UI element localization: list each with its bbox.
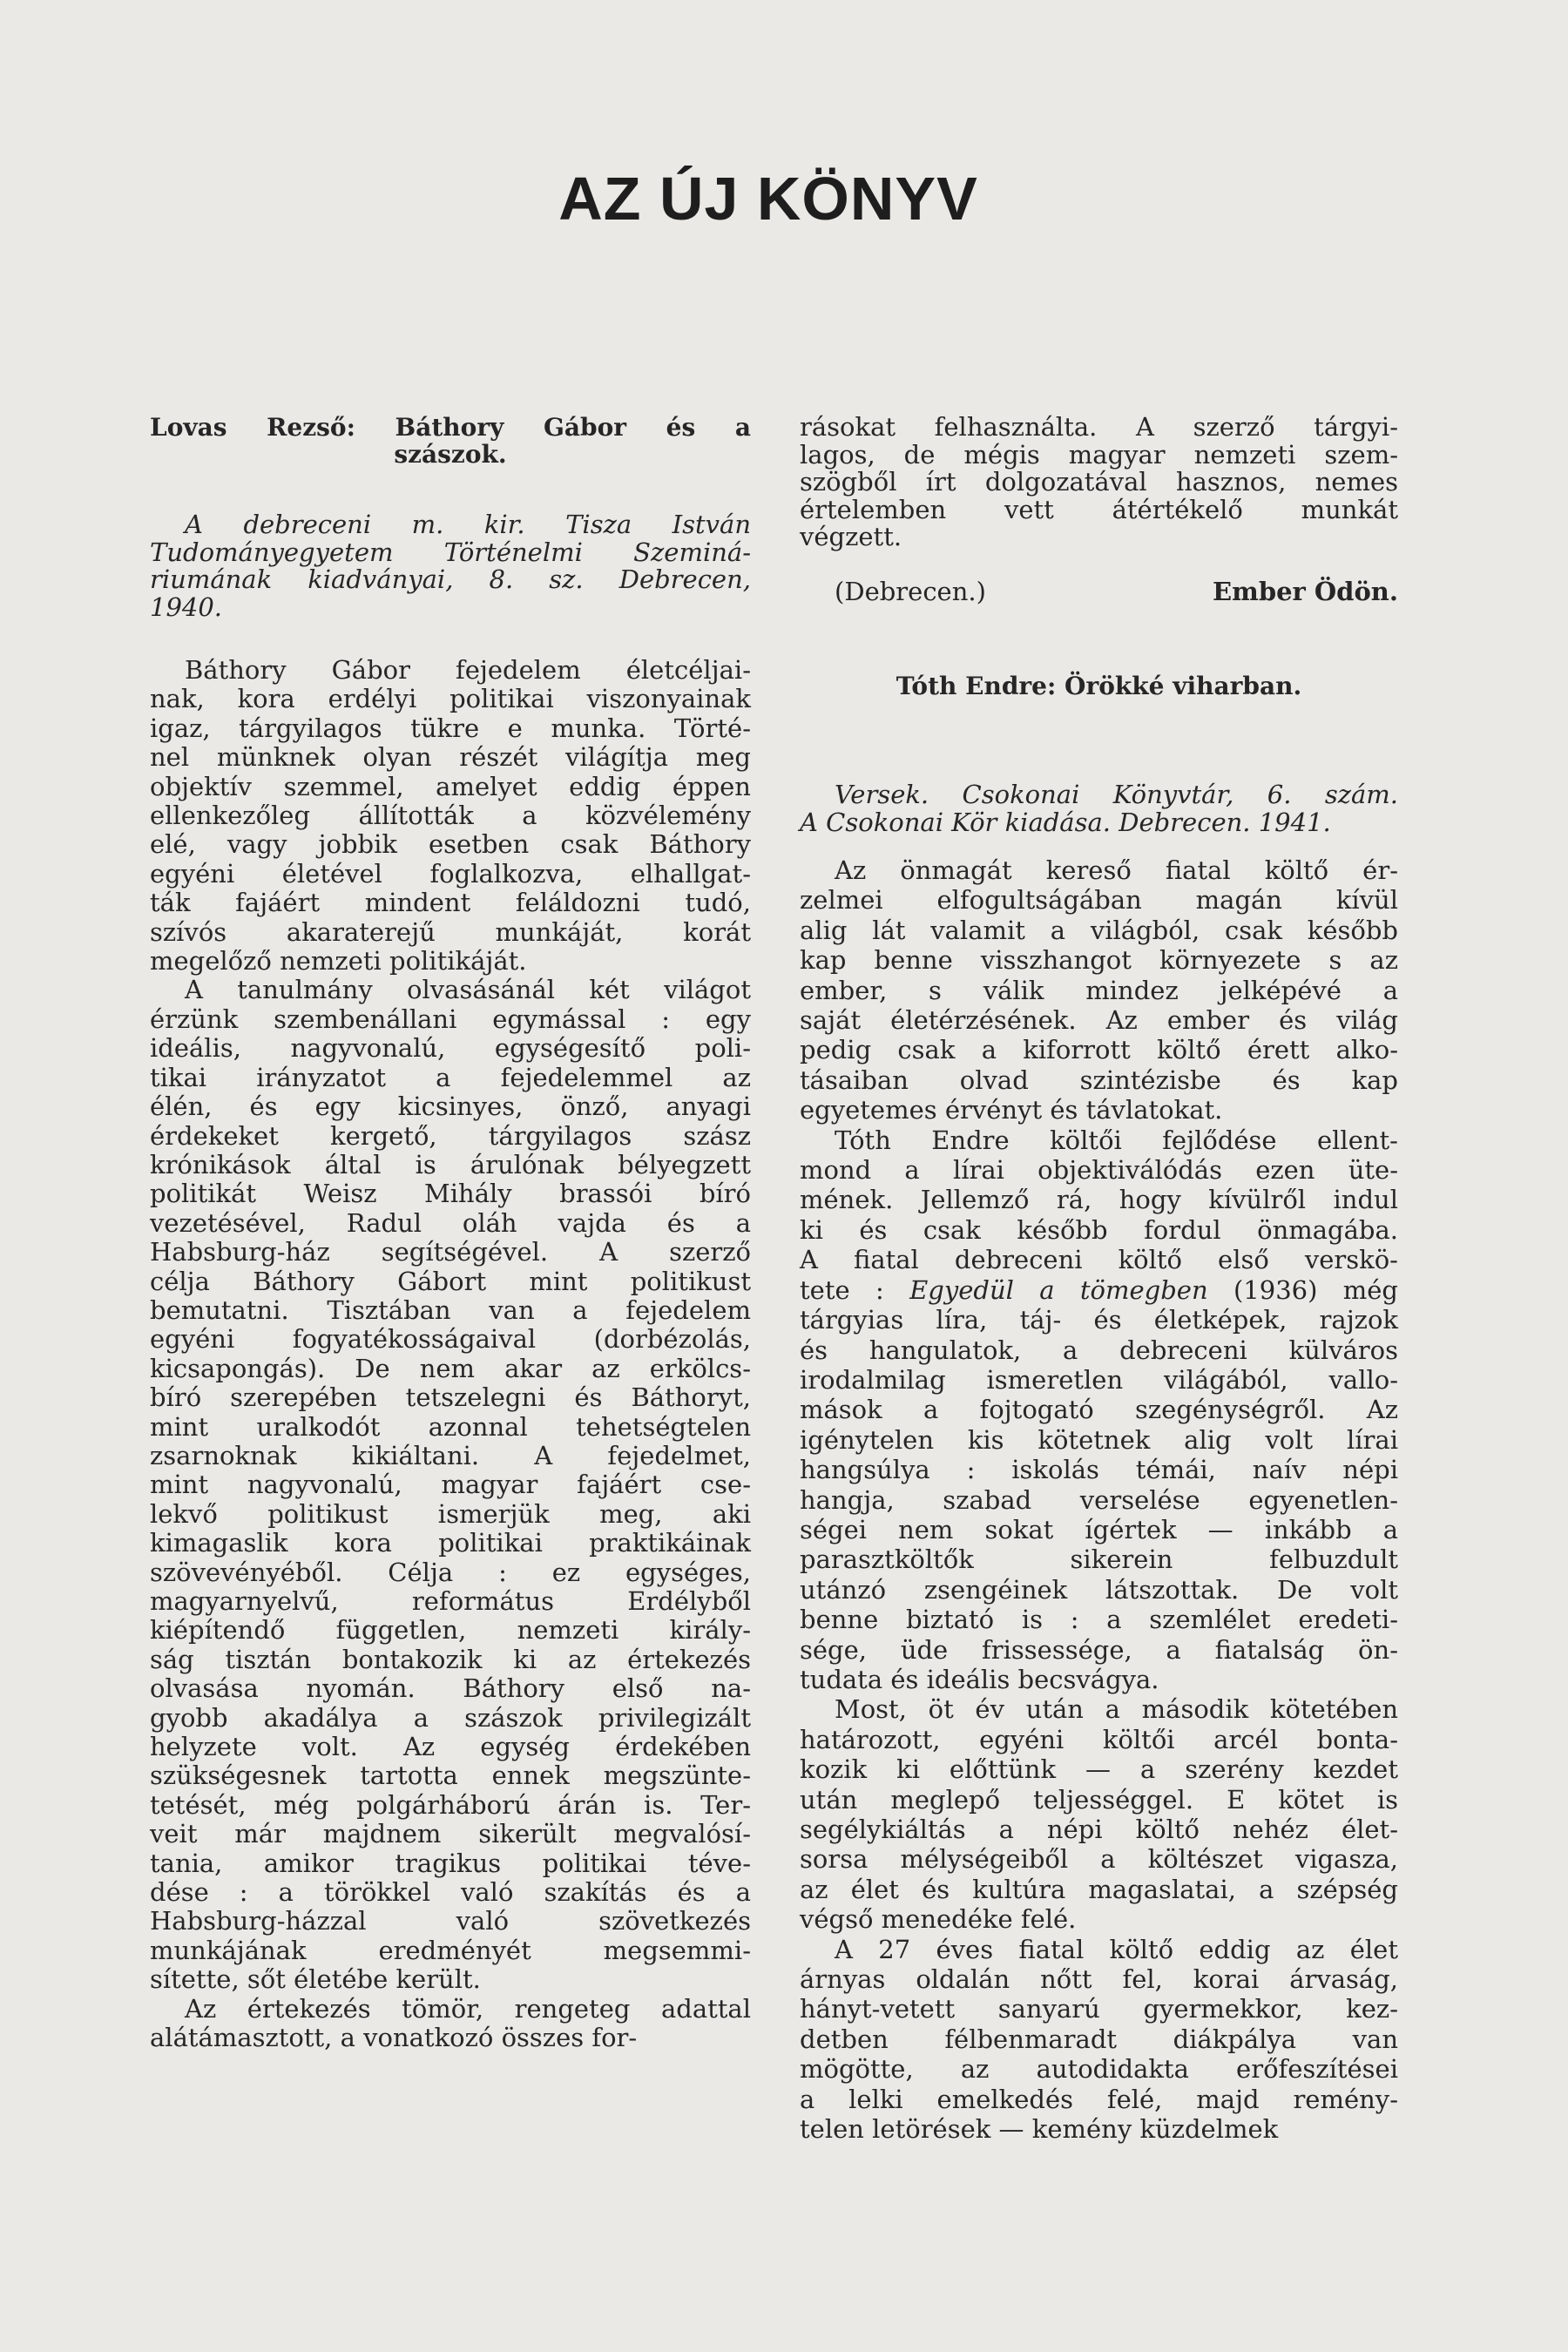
text-line: objektív szemmel, amelyet eddig éppen — [150, 771, 751, 801]
text-line: szövevényéből. Célja : ez egységes, — [150, 1557, 751, 1587]
text-line: telen letörések — kemény küzdelmek — [800, 2114, 1279, 2145]
paragraph — [150, 976, 751, 1994]
text-line: utánzó zsengéinek látszottak. De volt — [800, 1574, 1398, 1605]
text-line: tania, amikor tragikus politikai téve- — [150, 1848, 751, 1878]
paragraph — [800, 1125, 1398, 1695]
reviewer-name: Ember Ödön. — [1213, 577, 1398, 606]
text-segment: tete : — [800, 1274, 910, 1305]
text-line: szívós akaraterejű munkáját, korát — [150, 916, 751, 947]
review2-heading — [800, 672, 1398, 700]
text-line: bíró szerepében tetszelegni és Báthoryt, — [150, 1382, 751, 1413]
review1-heading — [150, 414, 751, 468]
text-line: A Csokonai Kör kiadása. Debrecen. 1941. — [800, 807, 1331, 837]
text-line: riumának kiadványai, 8. sz. Debrecen, — [150, 564, 751, 594]
text-line: végzett. — [800, 522, 902, 551]
text-line: tudata és ideális becsvágya. — [800, 1664, 1159, 1694]
text-line: mások a fojtogató szegénységről. Az — [800, 1395, 1398, 1425]
text-line: elé, vagy jobbik esetben csak Báthory — [150, 829, 751, 860]
text-line: értelemben vett átértékelő munkát — [800, 494, 1398, 524]
text-line: segélykiáltás a népi költő nehéz élet- — [800, 1815, 1398, 1844]
text-line: parasztköltők sikerein felbuzdult — [800, 1544, 1398, 1575]
text-line: Habsburg-ház segítségével. A szerző — [150, 1237, 751, 1267]
text-line: kiépítendő független, nemzeti király- — [150, 1615, 751, 1646]
text-line: Tóth Endre: Örökké viharban. — [896, 672, 1302, 700]
text-line: megelőző nemzeti politikáját. — [150, 946, 527, 977]
text-line: sítette, sőt életébe került. — [150, 1964, 481, 1995]
text-line: mint nagyvonalú, magyar fajáért cse- — [150, 1470, 751, 1500]
text-line: szükségesnek tartotta ennek megszünte- — [150, 1761, 751, 1791]
text-line: pedig csak a kiforrott költő érett alko- — [800, 1035, 1398, 1065]
signature-place: (Debrecen.) — [835, 577, 986, 606]
text-line: benne biztató is : a szemlélet eredeti- — [800, 1605, 1398, 1635]
text-line: után meglepő teljességgel. E kötet is — [800, 1784, 1398, 1815]
text-line: ság tisztán bontakozik ki az értekezés — [150, 1644, 751, 1674]
text-line: ideális, nagyvonalú, egységesítő poli- — [150, 1033, 751, 1064]
text-line: sége, üde frissessége, a fiatalság ön- — [800, 1634, 1398, 1665]
text-line: irodalmilag ismeretlen világából, vallo- — [800, 1364, 1398, 1395]
paragraph — [800, 1694, 1398, 1934]
text-line: munkájának eredményét megsemmi- — [150, 1935, 751, 1965]
text-line: ellenkezőleg állították a közvélemény — [150, 801, 751, 831]
text-line: Versek. Csokonai Könyvtár, 6. szám. — [835, 780, 1398, 809]
text-line: lagos, de mégis magyar nemzeti szem- — [800, 439, 1398, 470]
text-line: krónikások által is árulónak bélyegzett — [150, 1149, 751, 1179]
text-line: igénytelen kis kötetnek alig volt lírai — [800, 1424, 1398, 1455]
text-line: célja Báthory Gábort mint politikust — [150, 1266, 751, 1296]
text-line: tásaiban olvad szintézisbe és kap — [800, 1064, 1398, 1095]
text-line: A tanulmány olvasásánál két világot — [185, 975, 751, 1005]
text-line: hangsúlya : iskolás témái, naív népi — [800, 1455, 1398, 1485]
text-line: végső menedéke felé. — [800, 1904, 1077, 1935]
text-line: mögötte, az autodidakta erőfeszítései — [800, 2054, 1398, 2085]
text-line: nak, kora erdélyi politikai viszonyainak — [150, 684, 751, 714]
text-line: zelmei elfogultságában magán kívül — [800, 885, 1398, 916]
text-line: bemutatni. Tisztában van a fejedelem — [150, 1294, 751, 1325]
text-line: Az értekezés tömör, rengeteg adattal — [185, 1993, 751, 2024]
text-line: ségei nem sokat ígértek — inkább a — [800, 1514, 1398, 1544]
text-line: A debreceni m. kir. Tisza István — [185, 510, 751, 539]
text-line: kicsapongás). De nem akar az erkölcs- — [150, 1353, 751, 1383]
text-line: tárgyias líra, táj- és életképek, rajzok — [800, 1305, 1398, 1335]
text-line: mint uralkodót azonnal tehetségtelen — [150, 1411, 751, 1442]
text-line: árnyas oldalán nőtt fel, korai árvaság, — [800, 1964, 1398, 1995]
text-line: a lelki emelkedés felé, majd remény- — [800, 2084, 1398, 2114]
text-line: és hangulatok, a debreceni külváros — [800, 1335, 1398, 1365]
text-line: egyetemes érvényt és távlatokat. — [800, 1095, 1223, 1125]
text-line: gyobb akadálya a szászok privilegizált — [150, 1702, 751, 1733]
text-line: az élet és kultúra magaslatai, a szépség — [800, 1874, 1398, 1904]
text-segment: (1936) még — [1207, 1274, 1398, 1305]
text-line: hányt-vetett sanyarú gyermekkor, kez- — [800, 1994, 1398, 2024]
review1-body-continued — [800, 414, 1398, 551]
text-line: detben félbenmaradt diákpálya van — [800, 2024, 1398, 2054]
paragraph — [800, 855, 1398, 1125]
text-line: tetését, még polgárháború árán is. Ter- — [150, 1789, 751, 1820]
text-line: Habsburg-házzal való szövetkezés — [150, 1906, 751, 1936]
text-line: kimagaslik kora politikai praktikáinak — [150, 1528, 751, 1558]
text-line: érdekeket kergető, tárgyilagos szász — [150, 1120, 751, 1151]
paragraph — [800, 1935, 1398, 2145]
text-line: Tudományegyetem Történelmi Szeminá- — [150, 537, 751, 567]
text-line: ki és csak később fordul önmagába. — [800, 1214, 1398, 1245]
text-line: mének. Jellemző rá, hogy kívülről indul — [800, 1185, 1398, 1215]
paragraph — [150, 1995, 751, 2053]
text-line: veit már majdnem sikerült megvalósí- — [150, 1819, 751, 1849]
text-line: Tóth Endre költői fejlődése ellent- — [835, 1125, 1398, 1155]
text-line: tikai irányzatot a fejedelemmel az — [150, 1062, 751, 1092]
text-line — [800, 1275, 1398, 1305]
text-line: Most, öt év után a második kötetében — [835, 1694, 1398, 1725]
text-line: politikát Weisz Mihály brassói bíró — [150, 1179, 751, 1209]
text-line: határozott, egyéni költői arcél bonta- — [800, 1724, 1398, 1754]
text-line: zsarnoknak kikiáltani. A fejedelmet, — [150, 1440, 751, 1470]
text-line: kap benne visszhangot környezete s az — [800, 945, 1398, 976]
review1-signature — [800, 577, 1398, 606]
text-line: egyéni életével foglalkozva, elhallgat- — [150, 858, 751, 889]
text-line: rásokat felhasználta. A szerző tárgyi- — [800, 412, 1398, 442]
text-line: mond a lírai objektiválódás ezen üte- — [800, 1155, 1398, 1186]
text-line: ember, s válik mindez jelképévé a — [800, 975, 1398, 1005]
text-line: saját életérzésének. Az ember és világ — [800, 1005, 1398, 1036]
text-line: egyéni fogyatékosságaival (dorbézolás, — [150, 1324, 751, 1355]
text-line: ták fajáért mindent feláldozni tudó, — [150, 888, 751, 918]
review2-citation — [800, 781, 1398, 836]
text-line: dése : a törökkel való szakítás és a — [150, 1877, 751, 1908]
text-line: kozik ki előttünk — a szerény kezdet — [800, 1754, 1398, 1785]
text-line: magyarnyelvű, református Erdélyből — [150, 1586, 751, 1616]
paragraph — [150, 656, 751, 976]
text-line: érzünk szembenállani egymással : egy — [150, 1004, 751, 1034]
review1-body — [150, 656, 751, 2053]
italic-title: Egyedül a tömegben — [909, 1274, 1208, 1305]
text-line: szászok. — [394, 440, 507, 469]
text-line: élén, és egy kicsinyes, önző, anyagi — [150, 1092, 751, 1122]
text-line: vezetésével, Radul oláh vajda és a — [150, 1207, 751, 1238]
text-line: A 27 éves fiatal költő eddig az élet — [835, 1934, 1398, 1964]
text-line: alátámasztott, a vonatkozó összes for- — [150, 2023, 638, 2053]
text-line: lekvő politikust ismerjük meg, aki — [150, 1498, 751, 1529]
text-line: helyzete volt. Az egység érdekében — [150, 1732, 751, 1762]
page-title: AZ ÚJ KÖNYV — [558, 165, 978, 233]
text-line: A fiatal debreceni költő első verskö- — [800, 1245, 1398, 1275]
text-line: szögből írt dolgozatával hasznos, nemes — [800, 467, 1398, 497]
text-line: hangja, szabad verselése egyenetlen- — [800, 1484, 1398, 1515]
text-line: igaz, tárgyilagos tükre e munka. Törté- — [150, 713, 751, 743]
text-line: Az önmagát kereső fiatal költő ér- — [835, 855, 1398, 885]
text-line: 1940. — [150, 591, 223, 622]
text-line: Lovas Rezső: Báthory Gábor és a — [150, 413, 751, 442]
text-line: olvasása nyomán. Báthory első na- — [150, 1673, 751, 1704]
text-line: Báthory Gábor fejedelem életcéljai- — [185, 655, 751, 685]
text-line: alig lát valamit a világból, csak később — [800, 915, 1398, 945]
text-line: sorsa mélységeiből a költészet vigasza, — [800, 1844, 1398, 1875]
review2-body — [800, 855, 1398, 2144]
text-line: nel münknek olyan részét világítja meg — [150, 742, 751, 773]
review1-citation — [150, 511, 751, 621]
